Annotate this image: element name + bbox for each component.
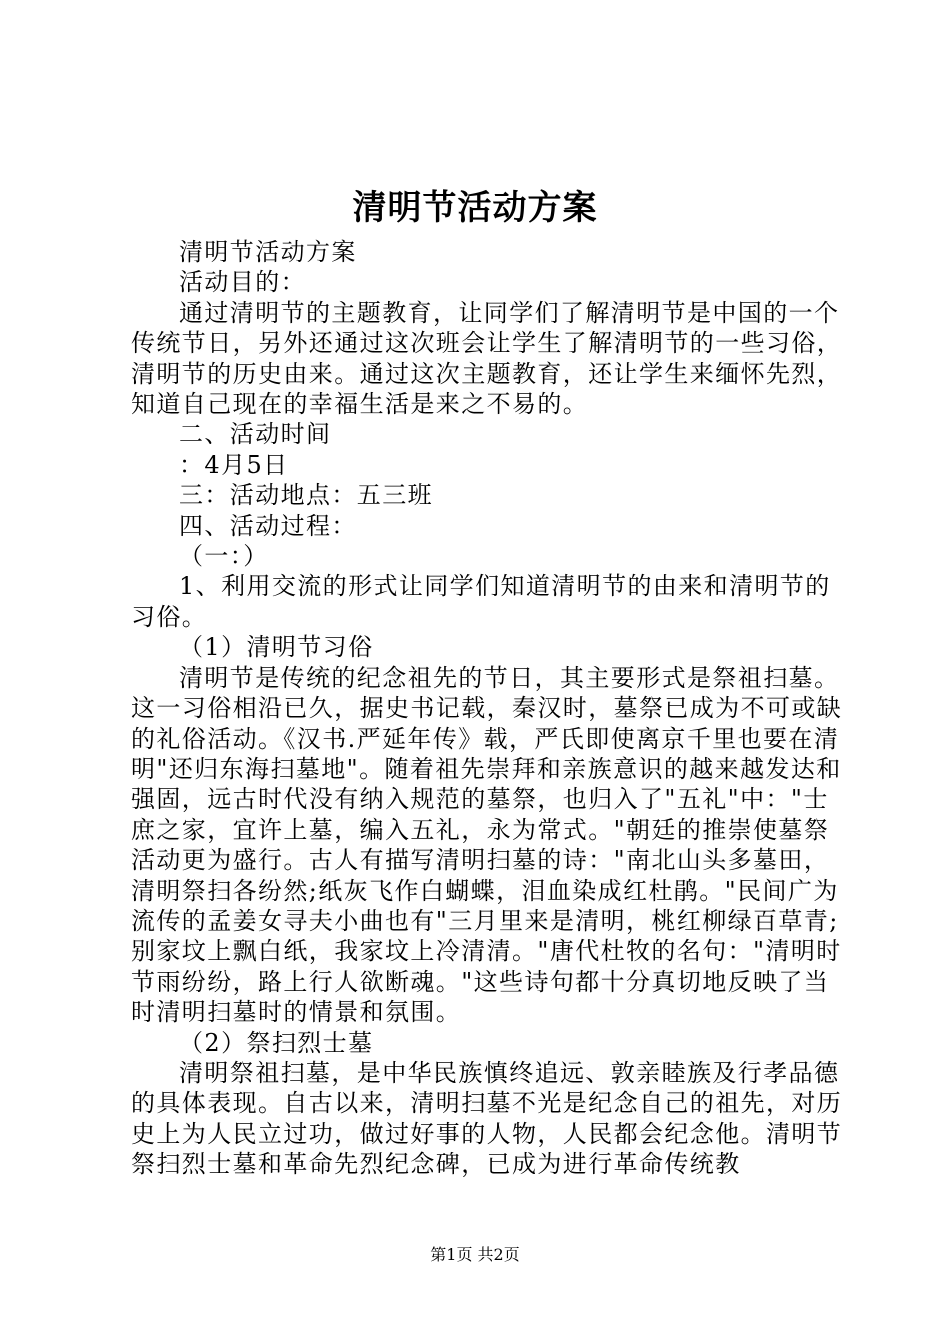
paragraph-customs-heading: （1）清明节习俗	[179, 633, 374, 662]
paragraph-time-label: 二、活动时间	[179, 420, 332, 449]
paragraph-purpose-label: 活动目的：	[179, 268, 306, 297]
document-body	[131, 237, 843, 1180]
paragraph-martyrs: 清明祭祖扫墓，是中华民族慎终追远、敦亲睦族及行孝品德的具体表现。自古以来，清明扫墓不光是纪念自己的祖先，对历史上为人民立过功，做过好事的人物，人民都会纪念他。清明节祭扫烈士墓和革命先烈纪念碑，已成为进行革命传统教	[131, 1058, 843, 1179]
paragraph-step-one: 1、利用交流的形式让同学们知道清明节的由来和清明节的习俗。	[131, 572, 831, 631]
paragraph-heading: 清明节活动方案	[179, 238, 357, 266]
paragraph-process-label: 四、活动过程：	[179, 511, 357, 540]
paragraph-time: ：4月5日	[179, 450, 289, 479]
paragraph-part-one: （一：）	[179, 542, 269, 571]
paragraph-purpose: 通过清明节的主题教育，让同学们了解清明节是中国的一个传统节日，另外还通过这次班会让学生了解清明节的一些习俗，清明节的历史由来。通过这次主题教育，还让学生来缅怀先烈，知道自己现在的幸福生活是来之不易的。	[131, 298, 843, 419]
paragraph-martyrs-heading: （2）祭扫烈士墓	[179, 1028, 374, 1057]
page-footer: 第1页 共2页	[430, 1245, 520, 1264]
document-title: 清明节活动方案	[352, 188, 598, 228]
paragraph-location: 三：活动地点：五三班	[179, 481, 433, 510]
paragraph-customs: 清明节是传统的纪念祖先的节日，其主要形式是祭祖扫墓。这一习俗相沿已久，据史书记载，秦汉时，墓祭已成为不可或缺的礼俗活动。《汉书.严延年传》载，严氏即使离京千里也要在清明"还归东海扫墓地"。随着祖先崇拜和亲族意识的越来越发达和强固，远古时代没有纳入规范的墓祭，也归入了"五礼"中："士庶之家，宜许上墓，编入五礼，永为常式。"朝廷的推崇使墓祭活动更为盛行。古人有描写清明扫墓的诗："南北山头多墓田，清明祭扫各纷然;纸灰飞作白蝴蝶，泪血染成红杜鹃。"民间广为流传的孟姜女寻夫小曲也有"三月里来是清明，桃红柳绿百草青;别家坟上飘白纸，我家坟上冷清清。"唐代杜牧的名句："清明时节雨纷纷，路上行人欲断魂。"这些诗句都十分真切地反映了当时清明扫墓时的情景和氛围。	[131, 663, 843, 1027]
